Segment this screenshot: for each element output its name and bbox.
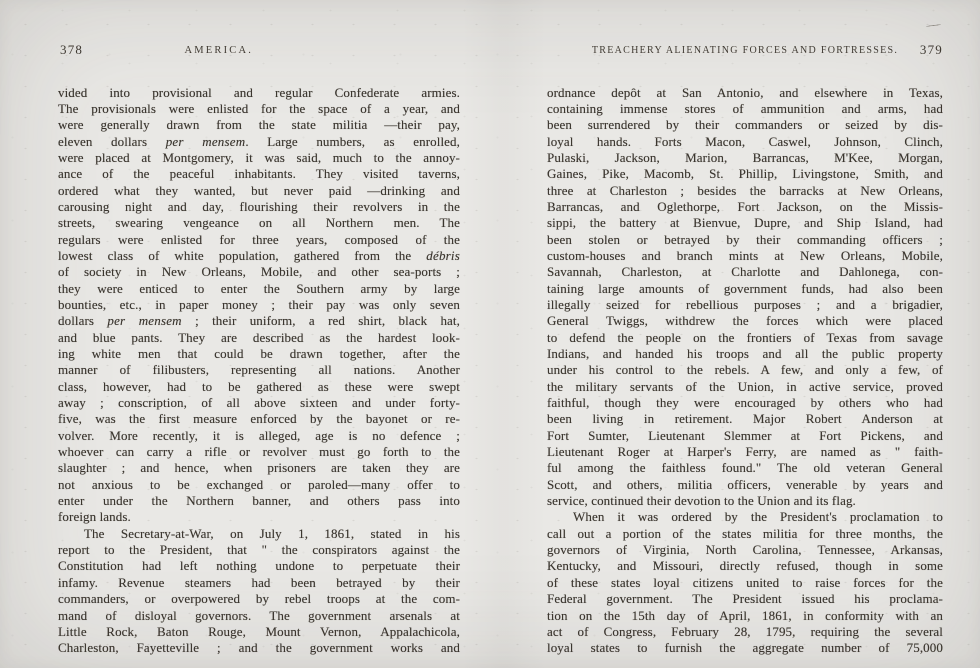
text-line: taining large amounts of government funds, had also been	[547, 280, 943, 296]
text-line: Savannah, Charleston, at Charlotte and Dahlonega, con-	[547, 264, 943, 280]
text-line: Pulaski, Jackson, Marion, Barrancas, M'Kee, Morgan,	[547, 149, 943, 165]
text-line: Gaines, Pike, Macomb, St. Phillip, Livingstone, Smith, and	[547, 166, 943, 182]
text-line: illegally seized for rebellious purposes ; and a brigadier,	[547, 296, 943, 312]
text-line: loyal hands. Forts Macon, Caswel, Johnson, Clinch,	[547, 133, 943, 149]
paragraph	[58, 526, 460, 657]
text-line: been living in retirement. Major Robert Anderson at	[547, 411, 943, 427]
text-line: bounties, etc., in paper money ; their pay was only seven	[58, 296, 460, 312]
text-line: under his control to the rebels. A few, and only a few, of	[547, 362, 943, 378]
text-line: governors of Virginia, North Carolina, Tennessee, Arkansas,	[547, 542, 943, 558]
text-line: dollars per mensem ; their uniform, a red shirt, black hat,	[58, 313, 460, 329]
text-line: ordnance depôt at San Antonio, and elsewhere in Texas,	[547, 84, 943, 100]
text-line: Scott, and others, militia officers, venerable by years and	[547, 476, 943, 492]
text-line: regulars were enlisted for three years, composed of the	[58, 231, 460, 247]
text-line: to defend the people on the frontiers of Texas from savage	[547, 329, 943, 345]
text-line: report to the President, that " the conspirators against the	[58, 542, 460, 558]
text-line: whoever can carry a rifle or revolver must go forth to the	[58, 444, 460, 460]
text-line: class, however, had to be gathered as these were swept	[58, 378, 460, 394]
text-line: mand of disloyal governors. The government arsenals at	[58, 607, 460, 623]
running-head-title-left: AMERICA.	[184, 44, 254, 56]
text-line: Constitution had left nothing undone to perpetuate their	[58, 558, 460, 574]
text-line: Kentucky, and Missouri, directly refused, though in some	[547, 558, 943, 574]
text-line: the military servants of the Union, in active service, proved	[547, 378, 943, 394]
page-body-left	[58, 85, 460, 657]
text-line: act of Congress, February 28, 1795, requiring the several	[547, 623, 943, 639]
text-line: ance of the peaceful inhabitants. They visited taverns,	[58, 166, 460, 182]
text-line: Fort Sumter, Lieutenant Slemmer at Fort Pickens, and	[547, 427, 943, 443]
text-line: not anxious to be exchanged or paroled—many offer to	[58, 476, 460, 492]
text-line: commanders, or overpowered by rebel troops at the com-	[58, 591, 460, 607]
text-line: The Secretary-at-War, on July 1, 1861, stated in his	[84, 525, 460, 541]
paragraph	[547, 509, 943, 656]
text-line: of society in New Orleans, Mobile, and other sea-ports ;	[58, 264, 460, 280]
text-line: Charleston, Fayetteville ; and the government works and	[58, 640, 460, 656]
text-line: away ; conscription, of all above sixteen and under forty-	[58, 395, 460, 411]
text-line: sippi, the battery at Bienvue, Dupre, and Ship Island, had	[547, 215, 943, 231]
page-number-left: 378	[60, 42, 84, 57]
page-left	[58, 42, 460, 657]
text-line: been stolen or betrayed by their commanding officers ;	[547, 231, 943, 247]
text-line: manner of filibusters, representing all nations. Another	[58, 362, 460, 378]
text-line: were placed at Montgomery, it was said, much to the annoy-	[58, 149, 460, 165]
text-line: slaughter ; and hence, when prisoners are taken they are	[58, 460, 460, 476]
text-line: faithful, though they were encouraged by others who had	[547, 395, 943, 411]
text-line: Little Rock, Baton Rouge, Mount Vernon, Appalachicola,	[58, 623, 460, 639]
paragraph	[547, 85, 943, 510]
running-head-left	[58, 42, 460, 58]
text-line: ful among the faithless found." The old veteran General	[547, 460, 943, 476]
paragraph	[58, 85, 460, 526]
scan-artifact-mark	[926, 24, 941, 27]
text-line: streets, swearing vengeance on all Northern men. The	[58, 215, 460, 231]
text-line: carousing night and day, flourishing their revolvers in the	[58, 198, 460, 214]
text-line: foreign lands.	[58, 509, 131, 525]
text-line: were generally drawn from the state militia —their pay,	[58, 117, 460, 133]
text-line: ordered what they wanted, but never paid —drinking and	[58, 182, 460, 198]
running-head-title-right: TREACHERY ALIENATING FORCES AND FORTRESSES.	[591, 44, 899, 56]
text-line: five, was the first measure enforced by the bayonet or re-	[58, 411, 460, 427]
text-line: of these states loyal citizens united to raise forces for the	[547, 574, 943, 590]
page-number-right: 379	[919, 42, 943, 57]
page-right	[547, 42, 943, 657]
text-line: enter under the Northern banner, and others pass into	[58, 493, 460, 509]
text-line: call out a portion of the states militia for three months, the	[547, 525, 943, 541]
text-line: Barrancas, and Oglethorpe, Fort Jackson, on the Missis-	[547, 198, 943, 214]
text-line: containing immense stores of ammunition and arms, had	[547, 100, 943, 116]
text-line: lowest class of white population, gathered from the débris	[58, 247, 460, 263]
text-line: and blue pants. They are described as the hardest look-	[58, 329, 460, 345]
text-line: General Twiggs, withdrew the forces which were placed	[547, 313, 943, 329]
text-line: ing white men that could be drawn together, after the	[58, 346, 460, 361]
page-gutter-shading	[462, 0, 546, 668]
running-head-right	[547, 42, 943, 58]
text-line: Indians, and handed his troops and all the public property	[547, 346, 943, 361]
text-line: service, continued their devotion to the Union and its flag.	[547, 493, 856, 509]
text-line: been surrendered by their commanders or seized by dis-	[547, 117, 943, 133]
text-line: vided into provisional and regular Confederate armies.	[58, 84, 460, 100]
text-line: When it was ordered by the President's proclamation to	[573, 509, 943, 525]
text-line: they were enticed to enter the Southern army by large	[58, 280, 460, 296]
text-line: volver. More recently, it is alleged, age is no defence ;	[58, 427, 460, 443]
text-line: tion on the 15th day of April, 1861, in conformity with an	[547, 607, 943, 623]
text-line: loyal states to furnish the aggregate number of 75,000	[547, 640, 943, 656]
text-line: eleven dollars per mensem. Large numbers, as enrolled,	[58, 133, 460, 149]
text-line: Lieutenant Roger at Harper's Ferry, are named as " faith-	[547, 444, 943, 460]
text-line: custom-houses and branch mints at New Orleans, Mobile,	[547, 247, 943, 263]
text-line: infamy. Revenue steamers had been betrayed by their	[58, 574, 460, 590]
text-line: three at Charleston ; besides the barracks at New Orleans,	[547, 182, 943, 198]
page-body-right	[547, 85, 943, 657]
text-line: Federal government. The President issued his proclama-	[547, 591, 943, 607]
text-line: The provisionals were enlisted for the space of a year, and	[58, 100, 460, 116]
